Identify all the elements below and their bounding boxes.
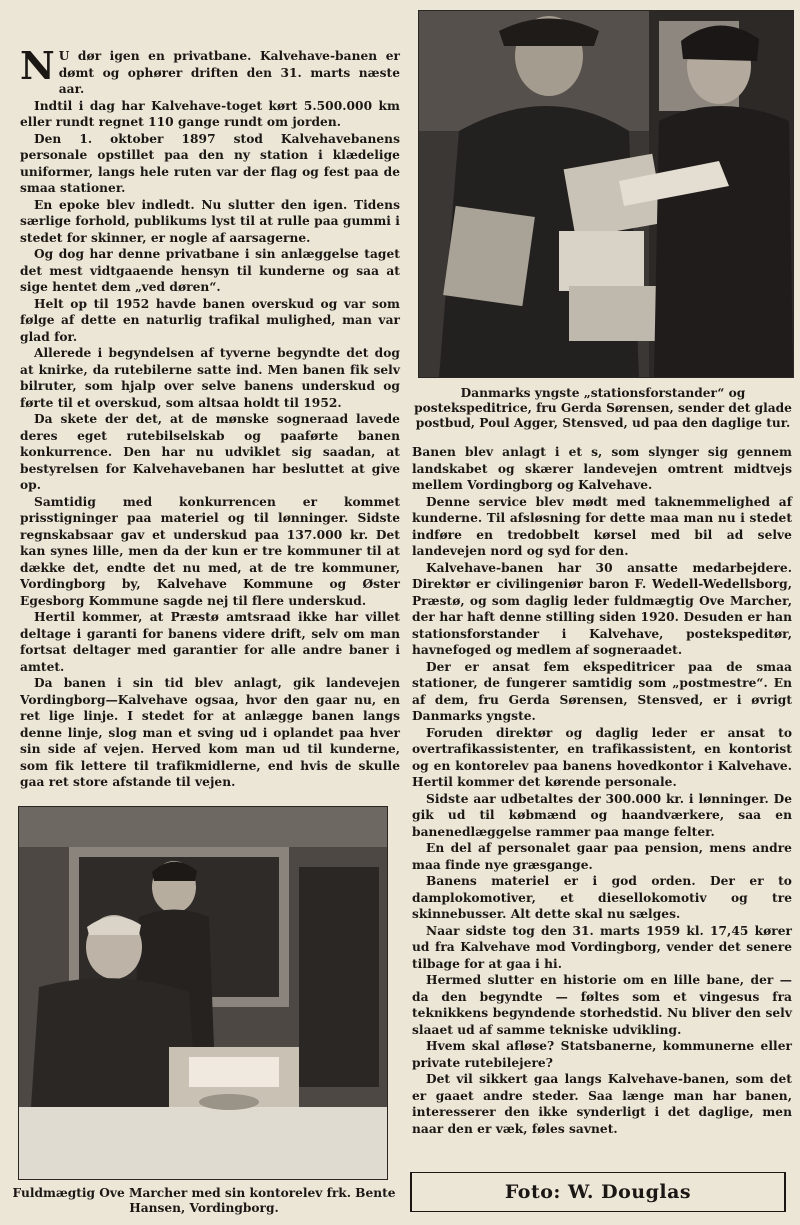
article-left-column [20, 43, 400, 791]
article-paragraph: Naar sidste tog den 31. marts 1959 kl. 17,45 kører ud fra Kalvehave mod Vordingborg, vender det senere tilbage for at gaa i hi. [412, 923, 792, 971]
photo-credit: Foto: W. Douglas [504, 1181, 692, 1203]
article-paragraph: U dør igen en privatbane. Kalvehave-banen er dømt og ophører driften den 31. marts næste aar. [58, 49, 400, 96]
article-paragraph: Hvem skal afløse? Statsbanerne, kommunerne eller private rutebilejere? [412, 1039, 792, 1070]
photo-illustration [19, 807, 387, 1179]
photo-caption-top: Danmarks yngste „stationsforstander“ og postekspeditrice, fru Gerda Sørensen, sender det glade postbud, Poul Agger, Stensved, ud paa den daglige tur. [414, 386, 792, 430]
article-paragraph: En del af personalet gaar paa pension, mens andre maa finde nye græsgange. [412, 841, 792, 872]
article-paragraph: Foruden direktør og daglig leder er ansat to overtrafikassistenter, en trafikassistent, en kontorist og en kontorelev paa banens hovedkontor i Kalvehave. Hertil kommer det kørende personale. [412, 725, 792, 789]
article-paragraph: Og dog har denne privatbane i sin anlæggelse taget det mest vidtgaaende hensyn til kunderne og saa at sige hentet dem „ved døren“. [20, 247, 400, 294]
article-right-column [412, 444, 792, 1137]
drop-cap: N [20, 43, 55, 88]
article-paragraph: Banen blev anlagt i et s, som slynger sig gennem landskabet og skærer landevejen omtrent midtvejs mellem Vordingborg og Kalvehave. [412, 445, 792, 492]
article-paragraph: Indtil i dag har Kalvehave-toget kørt 5.500.000 km eller rundt regnet 110 gange rundt om jorden. [20, 98, 400, 129]
article-paragraph: Allerede i begyndelsen af tyverne begyndte det dog at knirke, da rutebilerne satte ind. Men banen fik selv bilruter, som hjalp over selve banens underskud og førte til et overskud, som altsaa holdt til 1952. [20, 346, 400, 410]
photo-illustration [419, 11, 793, 377]
article-paragraph: Hertil kommer, at Præstø amtsraad ikke har villet deltage i garanti for banens videre drift, selv om man fortsat deltager med garantier for alle andre baner i amtet. [20, 610, 400, 674]
article-paragraph: Kalvehave-banen har 30 ansatte medarbejdere. Direktør er civilingeniør baron F. Wedell-Wedellsborg, Præstø, og som daglig leder fuldmægtig Ove Marcher, der har haft denne stilling siden 1920. Desuden er han stationsforstander i Kalvehave, postekspeditør, havnefoged og medlem af sogneraadet. [412, 560, 792, 657]
photo-caption-bottom: Fuldmægtig Ove Marcher med sin kontorelev frk. Bente Hansen, Vordingborg. [12, 1186, 396, 1215]
article-paragraph: Sidste aar udbetaltes der 300.000 kr. i lønninger. De gik ud til købmænd og haandværkere, saa en banenedlæggelse rammer paa mange felter. [412, 791, 792, 839]
article-paragraph: Det vil sikkert gaa langs Kalvehave-banen, som det er gaaet andre steder. Saa længe man har banen, interesserer den ikke synderligt i det daglige, men naar den er væk, føles savnet. [412, 1072, 792, 1136]
article-paragraph: En epoke blev indledt. Nu slutter den igen. Tidens særlige forhold, publikums lyst til at rulle paa gummi i stedet for skinner, er nogle af aarsagerne. [20, 197, 400, 245]
article-paragraph: Denne service blev mødt med taknemmelighed af kunderne. Til afsløsning for dette maa man nu i stedet indføre en tredobbelt kørsel med bil ad selve landevejen nord og syd for den. [412, 494, 792, 558]
article-paragraph: Samtidig med konkurrencen er kommet prisstigninger paa materiel og til lønninger. Sidste regnskabsaar gav et underskud paa 137.000 kr. Det kan synes lille, men da der kun er tre kommuner til at dække det, endte det nu med, at de tre kommuner, Vordingborg by, Kalvehave Kommune og Øster Egesborg Kommune sagde nej til flere underskud. [20, 494, 400, 608]
photo-stationmistress-postman [418, 10, 794, 378]
article-paragraph: Da skete der det, at de mønske sogneraad lavede deres eget rutebilselskab og paaførte banen konkurrence. Den har nu udviklet sig saadan, at bestyrelsen for Kalvehavebanen har besluttet at give op. [20, 412, 400, 492]
article-paragraph: Banens materiel er i god orden. Der er to damplokomotiver, et diesellokomotiv og tre skinnebusser. Alt dette skal nu sælges. [412, 874, 792, 921]
article-paragraph: Der er ansat fem ekspeditricer paa de smaa stationer, de fungerer samtidig som „postmestre“. En af dem, fru Gerda Sørensen, Stensved, er i øvrigt Danmarks yngste. [412, 659, 792, 723]
article-paragraph: Helt op til 1952 havde banen overskud og var som følge af dette en naturlig trafikal mulighed, man var glad for. [20, 296, 400, 344]
article-paragraph: Da banen i sin tid blev anlagt, gik landevejen Vordingborg—Kalvehave ogsaa, hvor den gaar nu, en ret lige linje. I stedet for at anlægge banen langs denne linje, slog man et sving ud i oplandet paa hver sin side af vejen. Herved kom man ud til kunderne, som fik lettere til trafikmidlerne, end hvis de skulle gaa ret store afstande til vejen. [20, 676, 400, 789]
article-paragraph: Hermed slutter en historie om en lille bane, der — da den begyndte — føltes som et vingesus fra teknikkens begyndende storhedstid. Nu bliver den selv slaaet ud af samme tekniske udvikling. [412, 973, 792, 1037]
article-paragraph: Den 1. oktober 1897 stod Kalvehavebanens personale opstillet paa den ny station i klædelige uniformer, langs hele ruten var der flag og fest paa de smaa stationer. [20, 131, 400, 195]
photo-credit-box [410, 1172, 786, 1212]
photo-office-marcher [18, 806, 388, 1180]
